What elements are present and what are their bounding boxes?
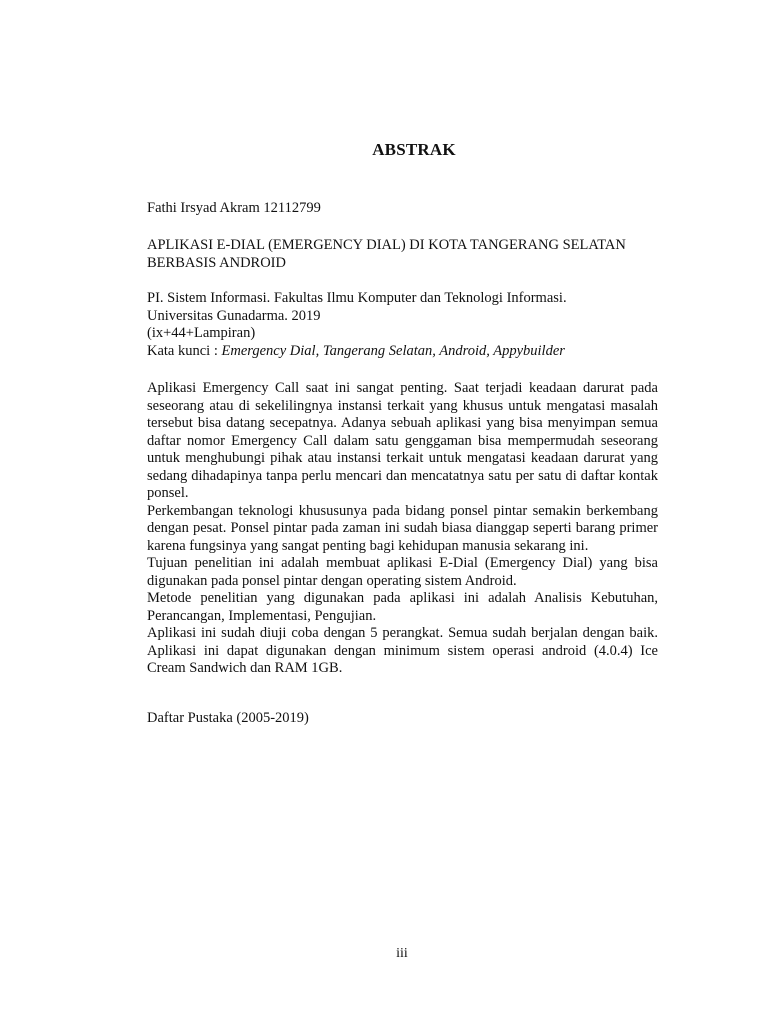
keywords-line (147, 343, 658, 361)
abstract-paragraph: Tujuan penelitian ini adalah membuat aplikasi E-Dial (Emergency Dial) yang bisa digunakan pada ponsel pintar dengan operating sistem Android. (147, 555, 658, 589)
abstract-paragraph: Aplikasi ini sudah diuji coba dengan 5 perangkat. Semua sudah berjalan dengan baik. Aplikasi ini dapat digunakan dengan minimum sistem operasi android (4.0.4) Ice Cream Sandwich dan RAM 1GB. (147, 625, 658, 676)
thesis-title: APLIKASI E-DIAL (EMERGENCY DIAL) DI KOTA TANGERANG SELATAN BERBASIS ANDROID (147, 237, 626, 271)
abstract-paragraph: Metode penelitian yang digunakan pada aplikasi ini adalah Analisis Kebutuhan, Perancangan, Implementasi, Pengujian. (147, 590, 658, 624)
abstract-body (147, 380, 658, 678)
abstract-paragraph: Aplikasi Emergency Call saat ini sangat penting. Saat terjadi keadaan darurat pada seseorang atau di sekelilingnya instansi terkait yang khusus untuk mengatasi masalah tersebut bisa datang secepatnya. Adanya sebuah aplikasi yang bisa menyimpan semua daftar nomor Emergency Call dalam satu genggaman bisa mempermudah seseorang untuk menghubungi pihak atau instansi terkait untuk mengatasi keadaan darurat yang sedang dihadapinya tanpa perlu mencari dan mencatatnya satu per satu di daftar kontak ponsel. (147, 380, 658, 501)
references-line: Daftar Pustaka (2005-2019) (147, 710, 309, 726)
page-number: iii (396, 946, 408, 961)
abstract-paragraph: Perkembangan teknologi khususunya pada bidang ponsel pintar semakin berkembang dengan pesat. Ponsel pintar pada zaman ini sudah biasa dianggap seperti barang primer karena fungsinya yang sangat penting bagi kehidupan manusia sekarang ini. (147, 502, 658, 554)
page-title: ABSTRAK (372, 140, 456, 159)
program-line: PI. Sistem Informasi. Fakultas Ilmu Komputer dan Teknologi Informasi. (147, 290, 567, 306)
author-line: Fathi Irsyad Akram 12112799 (147, 200, 321, 216)
university-line: Universitas Gunadarma. 2019 (147, 307, 321, 324)
thesis-metadata (147, 290, 658, 360)
pages-line: (ix+44+Lampiran) (147, 325, 256, 341)
keywords-value: Emergency Dial, Tangerang Selatan, Android, Appybuilder (221, 342, 565, 359)
keywords-label: Kata kunci : (147, 342, 222, 359)
